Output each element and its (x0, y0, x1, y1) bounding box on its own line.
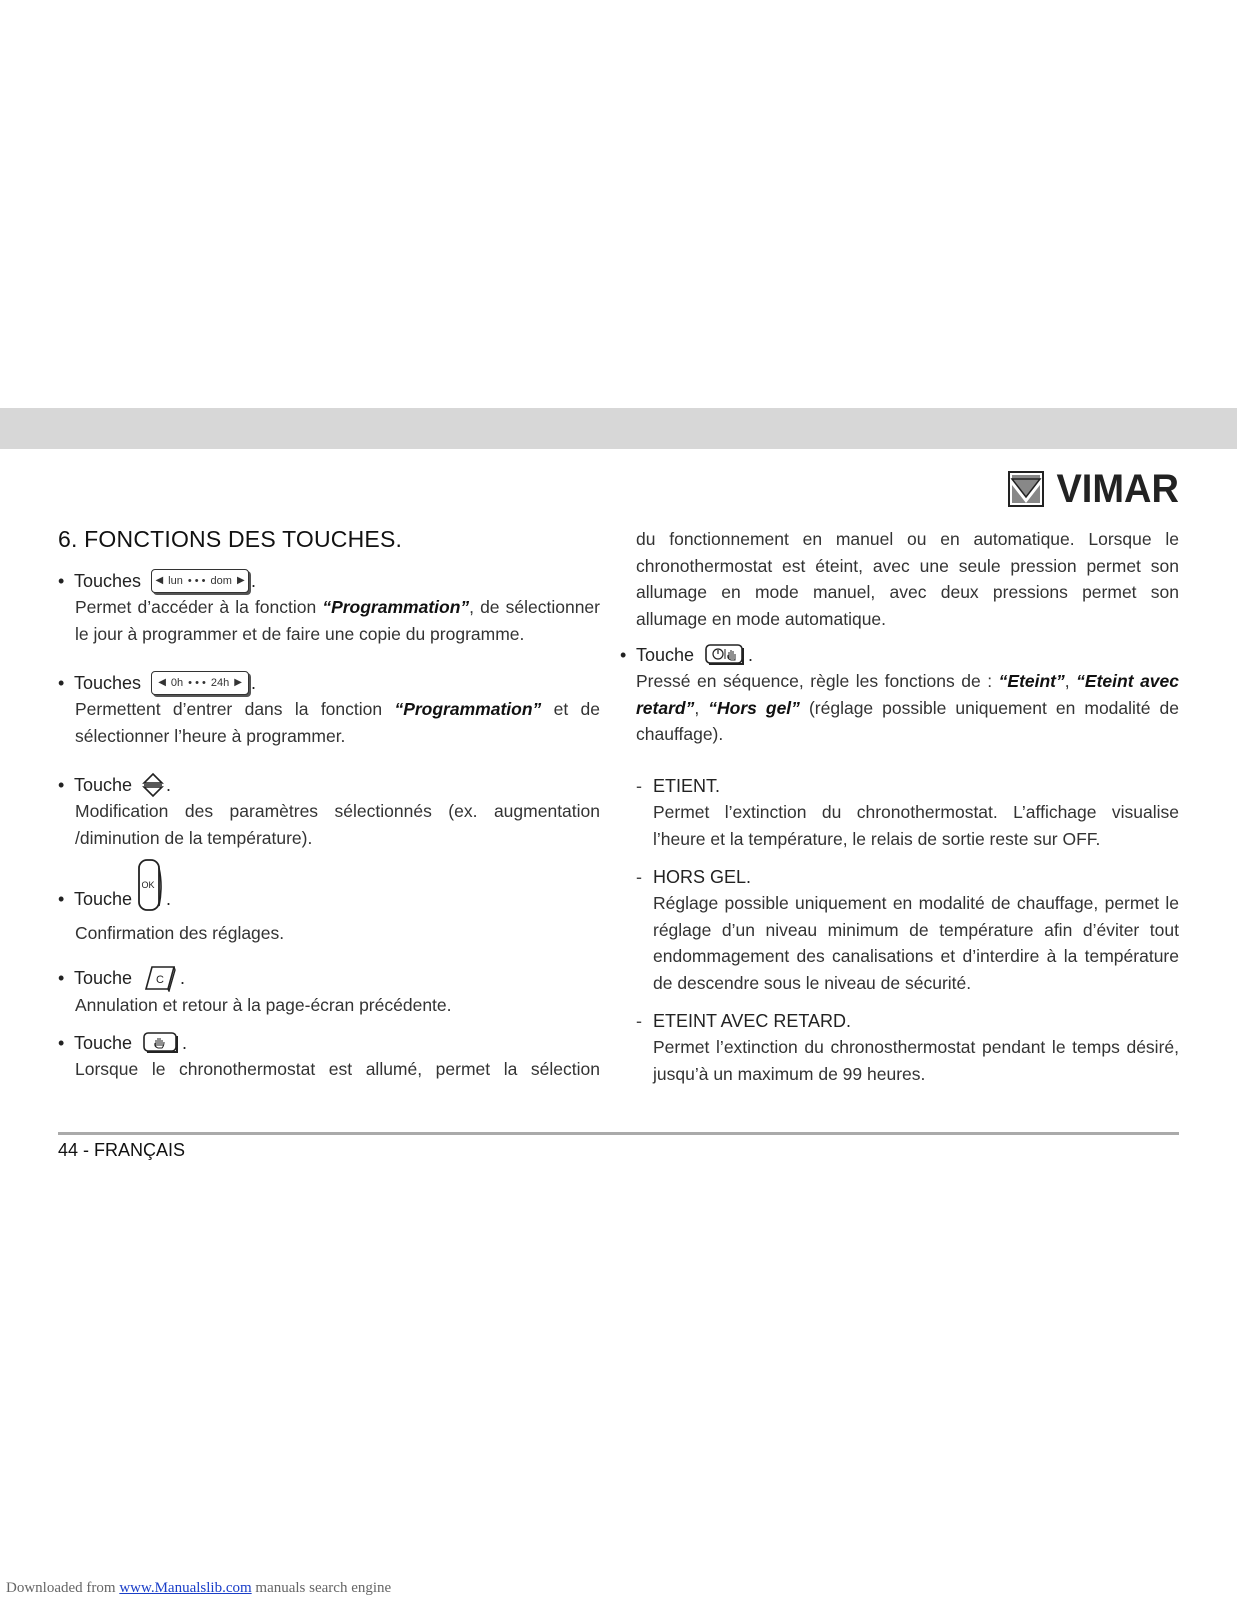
svg-text:C: C (156, 974, 165, 986)
days-key-icon: ◀ lun • • • dom ▶ (151, 569, 249, 593)
key-item-manual-auto: • Touche . Lorsque le chronothermostat est allumé, permet la sélection (58, 1030, 600, 1083)
up-down-arrow-icon (142, 772, 164, 798)
footer-rule (58, 1132, 1179, 1135)
key-item-cancel: • Touche C . Annulation et retour à la page-écran précédente. (58, 964, 600, 1019)
item-label: Touches (74, 571, 142, 591)
item-label: Touche (636, 645, 695, 665)
sub-item-text: Permet l’extinction du chronothermostat. L’affichage visualise l’heure et la température, le relais de sortie reste sur OFF. (653, 802, 1179, 849)
cancel-key-icon (142, 964, 178, 992)
ok-key-icon (134, 858, 164, 914)
sub-item-heading: ETIENT. (653, 776, 721, 796)
download-notice: Downloaded from www.Manualslib.com manuals search engine (6, 1580, 392, 1596)
section-title: 6. FONCTIONS DES TOUCHES. (58, 526, 403, 552)
item-label: Touche (74, 968, 133, 988)
key-item-ok: • Touche OK . Confirmation des réglages. (58, 858, 600, 947)
item-description: Permet d’accéder à la fonction “Programmation”, de sélectionner le jour à programmer et de faire une copie du programme. (75, 597, 600, 644)
sub-item-eteint: - ETIENT. Permet l’extinction du chronothermostat. L’affichage visualise l’heure et la température, le relais de sortie reste sur OFF. (636, 773, 1179, 852)
sub-item-text: Réglage possible uniquement en modalité de chauffage, permet le réglage d’un niveau minimum de température afin d’éviter tout endommagement des canalisations et d’interdire à la température de descendre sous le niveau de sécurité. (653, 893, 1179, 993)
sub-item-hors-gel: - HORS GEL. Réglage possible uniquement en modalité de chauffage, permet le réglage d’un niveau minimum de température afin d’éviter tout endommagement des canalisations et d’interdire à la température de descendre sous le niveau de sécurité. (636, 864, 1179, 996)
hand-key-icon (142, 1031, 180, 1055)
key-item-updown: • Touche . Modification des paramètres sélectionnés (ex. augmentation /diminution de la température). (58, 772, 600, 851)
page-number: 44 - FRANÇAIS (58, 1140, 186, 1160)
item-description: Lorsque le chronothermostat est allumé, permet la sélection (75, 1059, 600, 1079)
key-item-onoff: • Touche . Pressé en séquence, règle les fonctions de : “Eteint”, “Eteint avec retard”, “Hors gel” (réglage possible uniquement en modalité de chauffage). (636, 642, 1179, 748)
key-item-days: • Touches ◀ lun • • • dom ▶ . Permet d’accéder à la fonction “Programmation”, de sélectionner le jour à programmer et de faire une copie du programme. (58, 568, 600, 647)
hours-key-icon: ◀ 0h • • • 24h ▶ (151, 671, 249, 695)
item-label: Touche (74, 775, 133, 795)
item-label: Touches (74, 673, 142, 693)
power-key-icon (704, 643, 746, 667)
item-description: Permettent d’entrer dans la fonction “Programmation” et de sélectionner l’heure à programmer. (75, 699, 600, 746)
item-description: Confirmation des réglages. (75, 923, 285, 943)
vimar-logo-icon (1008, 471, 1044, 507)
vimar-logo (1008, 468, 1179, 510)
item-description: Pressé en séquence, règle les fonctions de : “Eteint”, “Eteint avec retard”, “Hors gel” (réglage possible uniquement en modalité de chauffage). (636, 671, 1180, 744)
svg-text:OK: OK (141, 880, 155, 890)
sub-item-text: Permet l’extinction du chronosthermostat pendant le temps désiré, jusqu’à un maximum de 99 heures. (653, 1037, 1179, 1084)
sub-item-heading: HORS GEL. (653, 867, 752, 887)
continuation-text: du fonctionnement en manuel ou en automatique. Lorsque le chronothermostat est éteint, avec une seule pression permet son allumage en mode manuel, avec deux pressions permet son allumage en mode automatique. (636, 529, 1179, 629)
sub-item-heading: ETEINT AVEC RETARD. (653, 1011, 852, 1031)
item-label: Touche (74, 1033, 133, 1053)
header-band (0, 408, 1237, 449)
item-label: Touche (74, 889, 133, 909)
sub-item-eteint-retard: - ETEINT AVEC RETARD. Permet l’extinction du chronosthermostat pendant le temps désiré, jusqu’à un maximum de 99 heures. (636, 1008, 1179, 1087)
brand-name: VIMAR (1056, 467, 1179, 511)
key-item-hours: • Touches ◀ 0h • • • 24h ▶ . Permettent d’entrer dans la fonction “Programmation” et de sélectionner l’heure à programmer. (58, 670, 600, 749)
item-description: Annulation et retour à la page-écran précédente. (75, 995, 452, 1015)
item-description: Modification des paramètres sélectionnés (ex. augmentation /diminution de la température). (75, 801, 600, 848)
manualslib-link[interactable]: www.Manualslib.com (119, 1580, 252, 1596)
